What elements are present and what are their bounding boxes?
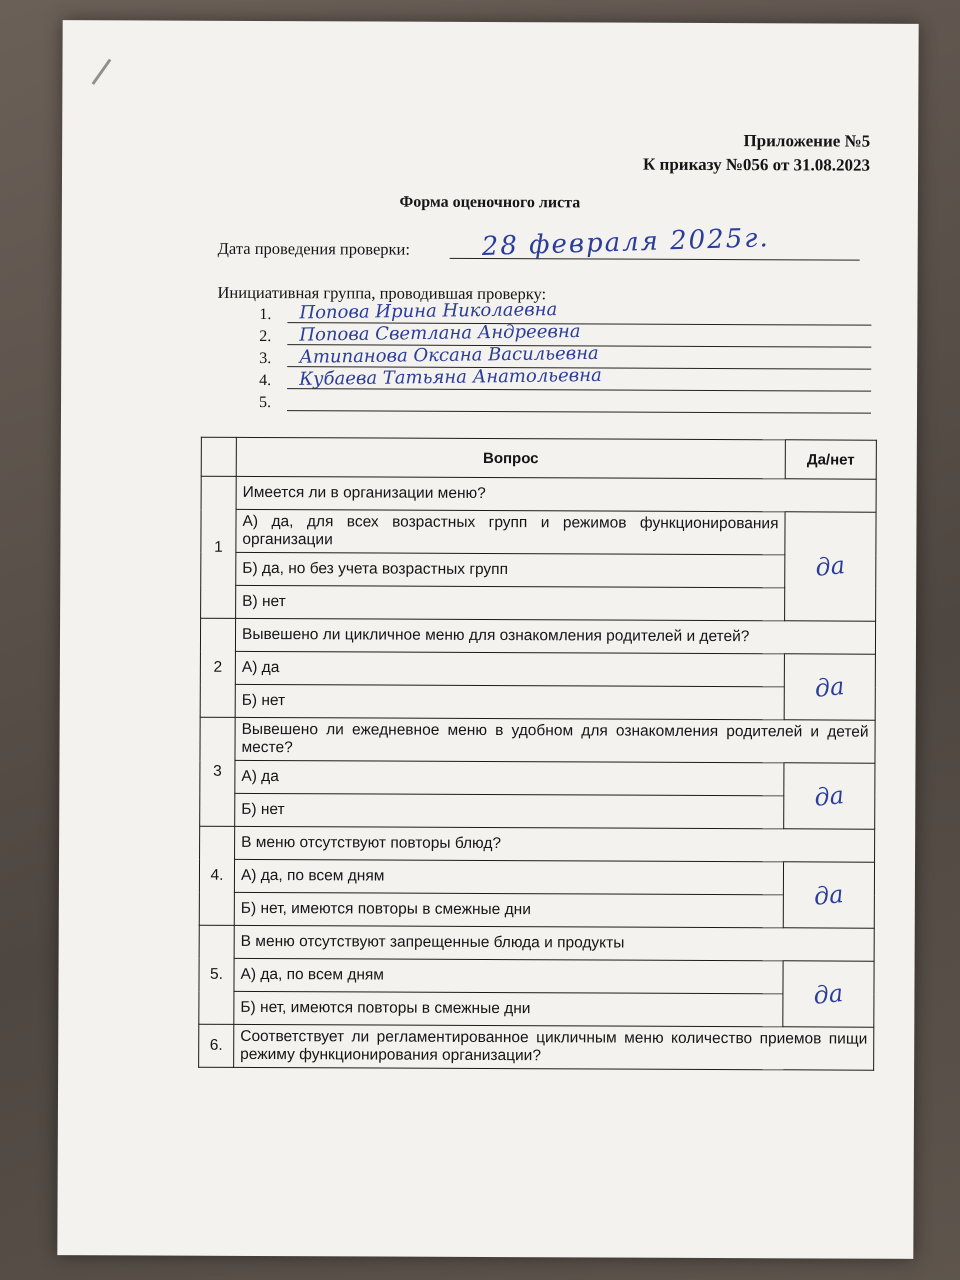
question-number: 1 (201, 476, 237, 618)
document-page (57, 20, 918, 1259)
table-row (200, 618, 875, 654)
question-text: Соответствует ли регламентированное цикличным меню количество приемов пищи режиму функционирования организации? (234, 1024, 874, 1070)
answer-option: Б) нет, имеются повторы в смежные дни (234, 892, 783, 927)
table-row (201, 552, 876, 588)
table-row (199, 958, 874, 994)
order-reference: К приказу №056 от 31.08.2023 (642, 154, 871, 175)
member-name: Попова Светлана Андреевна (299, 320, 581, 346)
answer-option: Б) да, но без учета возрастных групп (236, 552, 785, 587)
table-row (199, 892, 874, 928)
handwritten-answer: да (813, 780, 846, 812)
header-num-cell (201, 437, 236, 476)
answer-cell (785, 512, 876, 621)
answer-cell (784, 654, 875, 720)
question-text: Вывешено ли ежедневное меню в удобном для ознакомления родителей и детей месте? (235, 717, 875, 763)
answer-cell (783, 862, 874, 928)
table-row (200, 684, 875, 720)
document-header (643, 129, 870, 178)
table-row (199, 1024, 874, 1070)
question-number: 3 (200, 717, 235, 826)
appendix-number: Приложение №5 (743, 131, 871, 151)
handwritten-answer: да (814, 551, 847, 582)
table-row (201, 509, 876, 555)
group-label: Инициативная группа, проводившая проверку: (217, 282, 547, 304)
table-row (201, 585, 876, 621)
handwritten-answer: да (812, 978, 845, 1010)
question-number: 4. (199, 826, 234, 925)
answer-option: Б) нет, имеются повторы в смежные дни (234, 991, 783, 1026)
table-row (201, 476, 876, 512)
group-members-list (258, 299, 871, 416)
member-name: Атипанова Оксана Васильевна (299, 342, 599, 368)
table-row (200, 760, 875, 796)
table-row (199, 991, 874, 1027)
table-row (200, 826, 875, 862)
question-text: Вывешено ли цикличное меню для ознакомления родителей и детей? (235, 618, 875, 654)
answer-option: А) да (235, 651, 784, 686)
table-row (199, 859, 874, 895)
answer-cell (784, 763, 875, 829)
answer-option: А) да, по всем дням (234, 859, 783, 894)
form-title: Форма оценочного листа (399, 193, 581, 212)
question-number: 2 (200, 618, 235, 717)
question-number: 5. (199, 925, 234, 1024)
table-row (199, 925, 874, 961)
handwritten-answer: да (812, 879, 845, 911)
question-text: В меню отсутствуют запрещенные блюда и продукты (234, 925, 874, 961)
date-label: Дата проведения проверки: (217, 238, 411, 259)
answer-cell (783, 961, 874, 1027)
question-text: В меню отсутствуют повторы блюд? (235, 826, 875, 862)
member-underline (287, 410, 871, 414)
questions-table (198, 437, 877, 1071)
question-number: 6. (199, 1024, 234, 1067)
header-question-cell: Вопрос (236, 437, 785, 478)
answer-option: А) да, по всем дням (234, 958, 783, 993)
answer-option: Б) нет (235, 793, 784, 828)
member-number: 2. (259, 327, 272, 346)
handwritten-answer: да (813, 671, 846, 703)
answer-option: А) да (235, 760, 784, 795)
pen-mark (92, 59, 112, 85)
member-name: Кубаева Татьяна Анатольевна (299, 364, 602, 390)
date-value: 28 февраля 2025г. (481, 223, 771, 262)
member-number: 3. (259, 349, 272, 368)
answer-option: В) нет (236, 585, 785, 620)
table-row (200, 793, 875, 829)
answer-option: А) да, для всех возрастных групп и режимов функционирования организации (236, 509, 785, 554)
table-row (200, 651, 875, 687)
question-text: Имеется ли в организации меню? (236, 476, 876, 512)
member-number: 1. (259, 305, 272, 324)
header-answer-cell: Да/нет (785, 440, 876, 479)
member-row (259, 391, 871, 416)
answer-option: Б) нет (235, 684, 784, 719)
member-number: 5. (258, 393, 272, 412)
table-header-row (201, 437, 876, 479)
member-row (259, 364, 871, 394)
member-name: Попова Ирина Николаевна (299, 299, 558, 324)
member-number: 4. (259, 371, 272, 390)
table-row (200, 717, 875, 763)
